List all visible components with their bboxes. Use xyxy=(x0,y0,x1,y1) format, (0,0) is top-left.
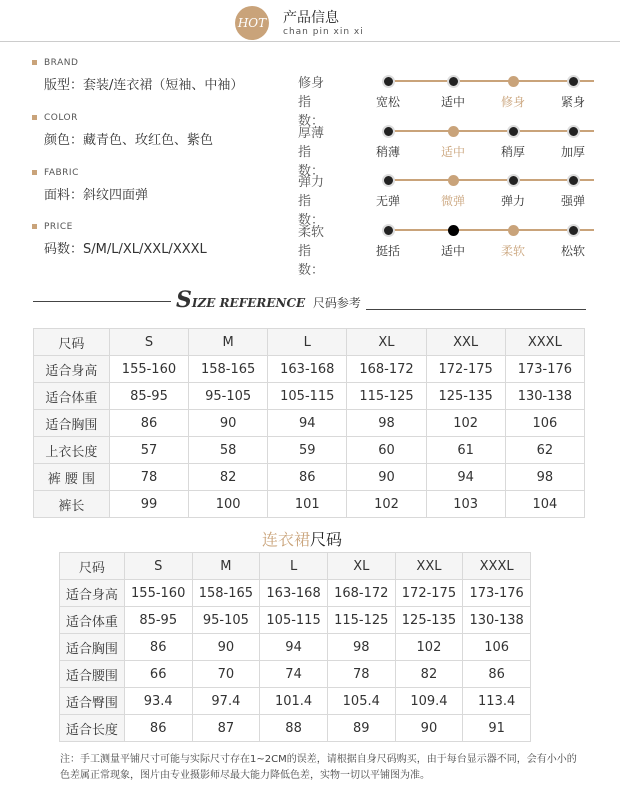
table-cell: 78 xyxy=(109,464,188,491)
table-row xyxy=(60,634,531,661)
table-cell: 105-115 xyxy=(268,383,347,410)
table-cell: 98 xyxy=(505,464,584,491)
table-cell: 86 xyxy=(268,464,347,491)
table-cell: 125-135 xyxy=(426,383,505,410)
table-row-label: 裤长 xyxy=(34,491,110,518)
size-ref-title-big: S xyxy=(176,287,192,313)
table-cell: 101.4 xyxy=(260,688,328,715)
table-row xyxy=(34,491,585,518)
table-cell: 155-160 xyxy=(109,356,188,383)
table-cell: 86 xyxy=(124,715,192,742)
table-cell: 89 xyxy=(327,715,395,742)
index-option: 强弹 xyxy=(560,194,585,208)
table-cell: 74 xyxy=(260,661,328,688)
table-cell: 90 xyxy=(192,634,260,661)
table-cell: 97.4 xyxy=(192,688,260,715)
index-option: 挺括 xyxy=(375,244,400,258)
table-cell: 85-95 xyxy=(109,383,188,410)
table-row xyxy=(34,437,585,464)
table-cell: 93.4 xyxy=(124,688,192,715)
size-ref-rule-left xyxy=(33,301,171,302)
info-label: PRICE xyxy=(44,222,207,232)
table-cell: 60 xyxy=(347,437,426,464)
table-cell: 158-165 xyxy=(192,580,260,607)
index-dot xyxy=(448,175,459,186)
index-dot xyxy=(567,174,580,187)
table-row xyxy=(60,580,531,607)
table-cell: 105.4 xyxy=(327,688,395,715)
table-cell: 106 xyxy=(463,634,531,661)
index-option: 宽松 xyxy=(375,95,400,109)
index-dot xyxy=(382,224,395,237)
table-row-label: 适合身高 xyxy=(34,356,110,383)
table-cell: 130-138 xyxy=(505,383,584,410)
table-cell: 70 xyxy=(192,661,260,688)
size-ref-rule-right xyxy=(366,309,586,310)
size-table-suit xyxy=(33,328,585,518)
table-cell: 163-168 xyxy=(268,356,347,383)
info-value: 码数：S/M/L/XL/XXL/XXXL xyxy=(44,242,207,257)
table-row xyxy=(60,688,531,715)
table-cell: 88 xyxy=(260,715,328,742)
info-fabric xyxy=(44,168,148,203)
table-header-row xyxy=(60,553,531,580)
table-cell: 113.4 xyxy=(463,688,531,715)
table-row xyxy=(34,410,585,437)
index-option: 弹力 xyxy=(500,194,525,208)
table-cell: 173-176 xyxy=(505,356,584,383)
table-cell: 90 xyxy=(347,464,426,491)
info-label: FABRIC xyxy=(44,168,148,178)
table-cell: 94 xyxy=(260,634,328,661)
table-row-label: 裤 腰 围 xyxy=(34,464,110,491)
info-value: 面料：斜纹四面弹 xyxy=(44,188,149,203)
index-track xyxy=(384,179,594,181)
info-color xyxy=(44,113,213,148)
table-header-cell: L xyxy=(268,329,347,356)
table-header-cell: M xyxy=(192,553,260,580)
table-cell: 85-95 xyxy=(124,607,192,634)
table-row xyxy=(60,607,531,634)
table-cell: 90 xyxy=(395,715,463,742)
index-track xyxy=(384,229,594,231)
table-cell: 86 xyxy=(463,661,531,688)
table-cell: 58 xyxy=(189,437,268,464)
index-option: 无弹 xyxy=(375,194,400,208)
index-option: 松软 xyxy=(560,244,585,258)
index-name: 修身指数： xyxy=(298,76,325,129)
table-header-cell: XXXL xyxy=(505,329,584,356)
index-dot xyxy=(567,224,580,237)
table-cell: 130-138 xyxy=(463,607,531,634)
index-dot xyxy=(508,225,519,236)
table-cell: 87 xyxy=(192,715,260,742)
size-table-dress xyxy=(59,552,531,742)
table-cell: 155-160 xyxy=(124,580,192,607)
index-dot xyxy=(507,125,520,138)
table-cell: 57 xyxy=(109,437,188,464)
index-option: 紧身 xyxy=(560,95,585,109)
dress-size-title-rest: 尺码 xyxy=(310,530,343,549)
table-header-cell: 尺码 xyxy=(60,553,125,580)
table-header-cell: XXL xyxy=(426,329,505,356)
table-cell: 115-125 xyxy=(327,607,395,634)
table-cell: 173-176 xyxy=(463,580,531,607)
dress-size-title xyxy=(262,527,342,550)
table-cell: 95-105 xyxy=(192,607,260,634)
hot-badge: HOT xyxy=(235,6,269,40)
table-cell: 163-168 xyxy=(260,580,328,607)
table-header-cell: XL xyxy=(347,329,426,356)
table-header-cell: M xyxy=(189,329,268,356)
table-cell: 94 xyxy=(268,410,347,437)
table-cell: 61 xyxy=(426,437,505,464)
index-track xyxy=(384,80,594,82)
dress-size-title-accent: 连衣裙 xyxy=(262,530,311,549)
table-cell: 172-175 xyxy=(426,356,505,383)
index-name: 柔软指数： xyxy=(298,225,325,278)
table-cell: 158-165 xyxy=(189,356,268,383)
table-row-label: 适合体重 xyxy=(60,607,125,634)
info-value: 版型：套装/连衣裙（短袖、中袖） xyxy=(44,78,244,93)
table-row xyxy=(60,715,531,742)
index-dot xyxy=(448,126,459,137)
table-row-label: 适合腰围 xyxy=(60,661,125,688)
table-cell: 59 xyxy=(268,437,347,464)
table-cell: 100 xyxy=(189,491,268,518)
table-cell: 82 xyxy=(395,661,463,688)
index-dot xyxy=(448,225,459,236)
table-row xyxy=(34,356,585,383)
table-cell: 82 xyxy=(189,464,268,491)
index-dot xyxy=(382,125,395,138)
info-price xyxy=(44,222,207,257)
table-cell: 125-135 xyxy=(395,607,463,634)
table-header-cell: S xyxy=(124,553,192,580)
table-cell: 98 xyxy=(327,634,395,661)
index-option: 适中 xyxy=(440,145,465,159)
index-dot xyxy=(447,75,460,88)
table-row-label: 适合体重 xyxy=(34,383,110,410)
table-row xyxy=(60,661,531,688)
header-pinyin: chan pin xin xi xyxy=(283,27,364,37)
table-header-cell: XXXL xyxy=(463,553,531,580)
table-cell: 106 xyxy=(505,410,584,437)
table-row xyxy=(34,383,585,410)
info-value: 颜色：藏青色、玫红色、紫色 xyxy=(44,133,214,148)
index-option: 适中 xyxy=(440,95,465,109)
index-option: 柔软 xyxy=(500,244,525,258)
index-name: 厚薄指数： xyxy=(298,126,325,179)
index-dot xyxy=(382,75,395,88)
table-header-row xyxy=(34,329,585,356)
size-ref-title-rest: IZE REFERENCE xyxy=(191,296,306,310)
index-dot xyxy=(507,174,520,187)
table-row-label: 适合胸围 xyxy=(34,410,110,437)
table-cell: 168-172 xyxy=(347,356,426,383)
index-option: 稍厚 xyxy=(500,145,525,159)
header xyxy=(0,0,620,46)
table-row-label: 适合臀围 xyxy=(60,688,125,715)
table-cell: 90 xyxy=(189,410,268,437)
table-cell: 99 xyxy=(109,491,188,518)
table-cell: 95-105 xyxy=(189,383,268,410)
table-cell: 103 xyxy=(426,491,505,518)
info-brand xyxy=(44,58,243,93)
table-header-cell: L xyxy=(260,553,328,580)
index-dot xyxy=(382,174,395,187)
table-cell: 86 xyxy=(124,634,192,661)
table-cell: 102 xyxy=(395,634,463,661)
table-cell: 94 xyxy=(426,464,505,491)
index-name: 弹力指数： xyxy=(298,175,325,228)
table-cell: 115-125 xyxy=(347,383,426,410)
table-cell: 78 xyxy=(327,661,395,688)
table-row-label: 适合长度 xyxy=(60,715,125,742)
index-option: 修身 xyxy=(500,95,525,109)
info-label: BRAND xyxy=(44,58,243,68)
table-cell: 98 xyxy=(347,410,426,437)
table-header-cell: S xyxy=(109,329,188,356)
index-option: 稍薄 xyxy=(375,145,400,159)
table-cell: 101 xyxy=(268,491,347,518)
table-cell: 66 xyxy=(124,661,192,688)
header-divider xyxy=(0,41,620,42)
info-label: COLOR xyxy=(44,113,213,123)
table-row-label: 适合身高 xyxy=(60,580,125,607)
table-header-cell: XL xyxy=(327,553,395,580)
table-cell: 168-172 xyxy=(327,580,395,607)
header-title: 产品信息 xyxy=(283,10,339,26)
size-ref-title xyxy=(176,287,361,313)
table-row xyxy=(34,464,585,491)
index-dot xyxy=(567,125,580,138)
table-cell: 109.4 xyxy=(395,688,463,715)
table-cell: 62 xyxy=(505,437,584,464)
index-dot xyxy=(508,76,519,87)
table-cell: 104 xyxy=(505,491,584,518)
table-cell: 102 xyxy=(347,491,426,518)
table-cell: 102 xyxy=(426,410,505,437)
table-cell: 172-175 xyxy=(395,580,463,607)
index-dot xyxy=(567,75,580,88)
index-track xyxy=(384,130,594,132)
size-ref-title-cn: 尺码参考 xyxy=(312,296,361,310)
table-row-label: 上衣长度 xyxy=(34,437,110,464)
index-option: 适中 xyxy=(440,244,465,258)
index-option: 加厚 xyxy=(560,145,585,159)
table-cell: 91 xyxy=(463,715,531,742)
size-note: 注：手工测量平铺尺寸可能与实际尺寸存在1~2CM的误差，请根据自身尺码购买，由于每台显示器不同，会有小小的色差属正常现象，图片由专业摄影师尽最大能力降低色差，实物一切以平铺图为准。 xyxy=(60,754,577,781)
table-header-cell: XXL xyxy=(395,553,463,580)
table-row-label: 适合胸围 xyxy=(60,634,125,661)
table-cell: 105-115 xyxy=(260,607,328,634)
index-option: 微弹 xyxy=(440,194,465,208)
table-cell: 86 xyxy=(109,410,188,437)
table-header-cell: 尺码 xyxy=(34,329,110,356)
